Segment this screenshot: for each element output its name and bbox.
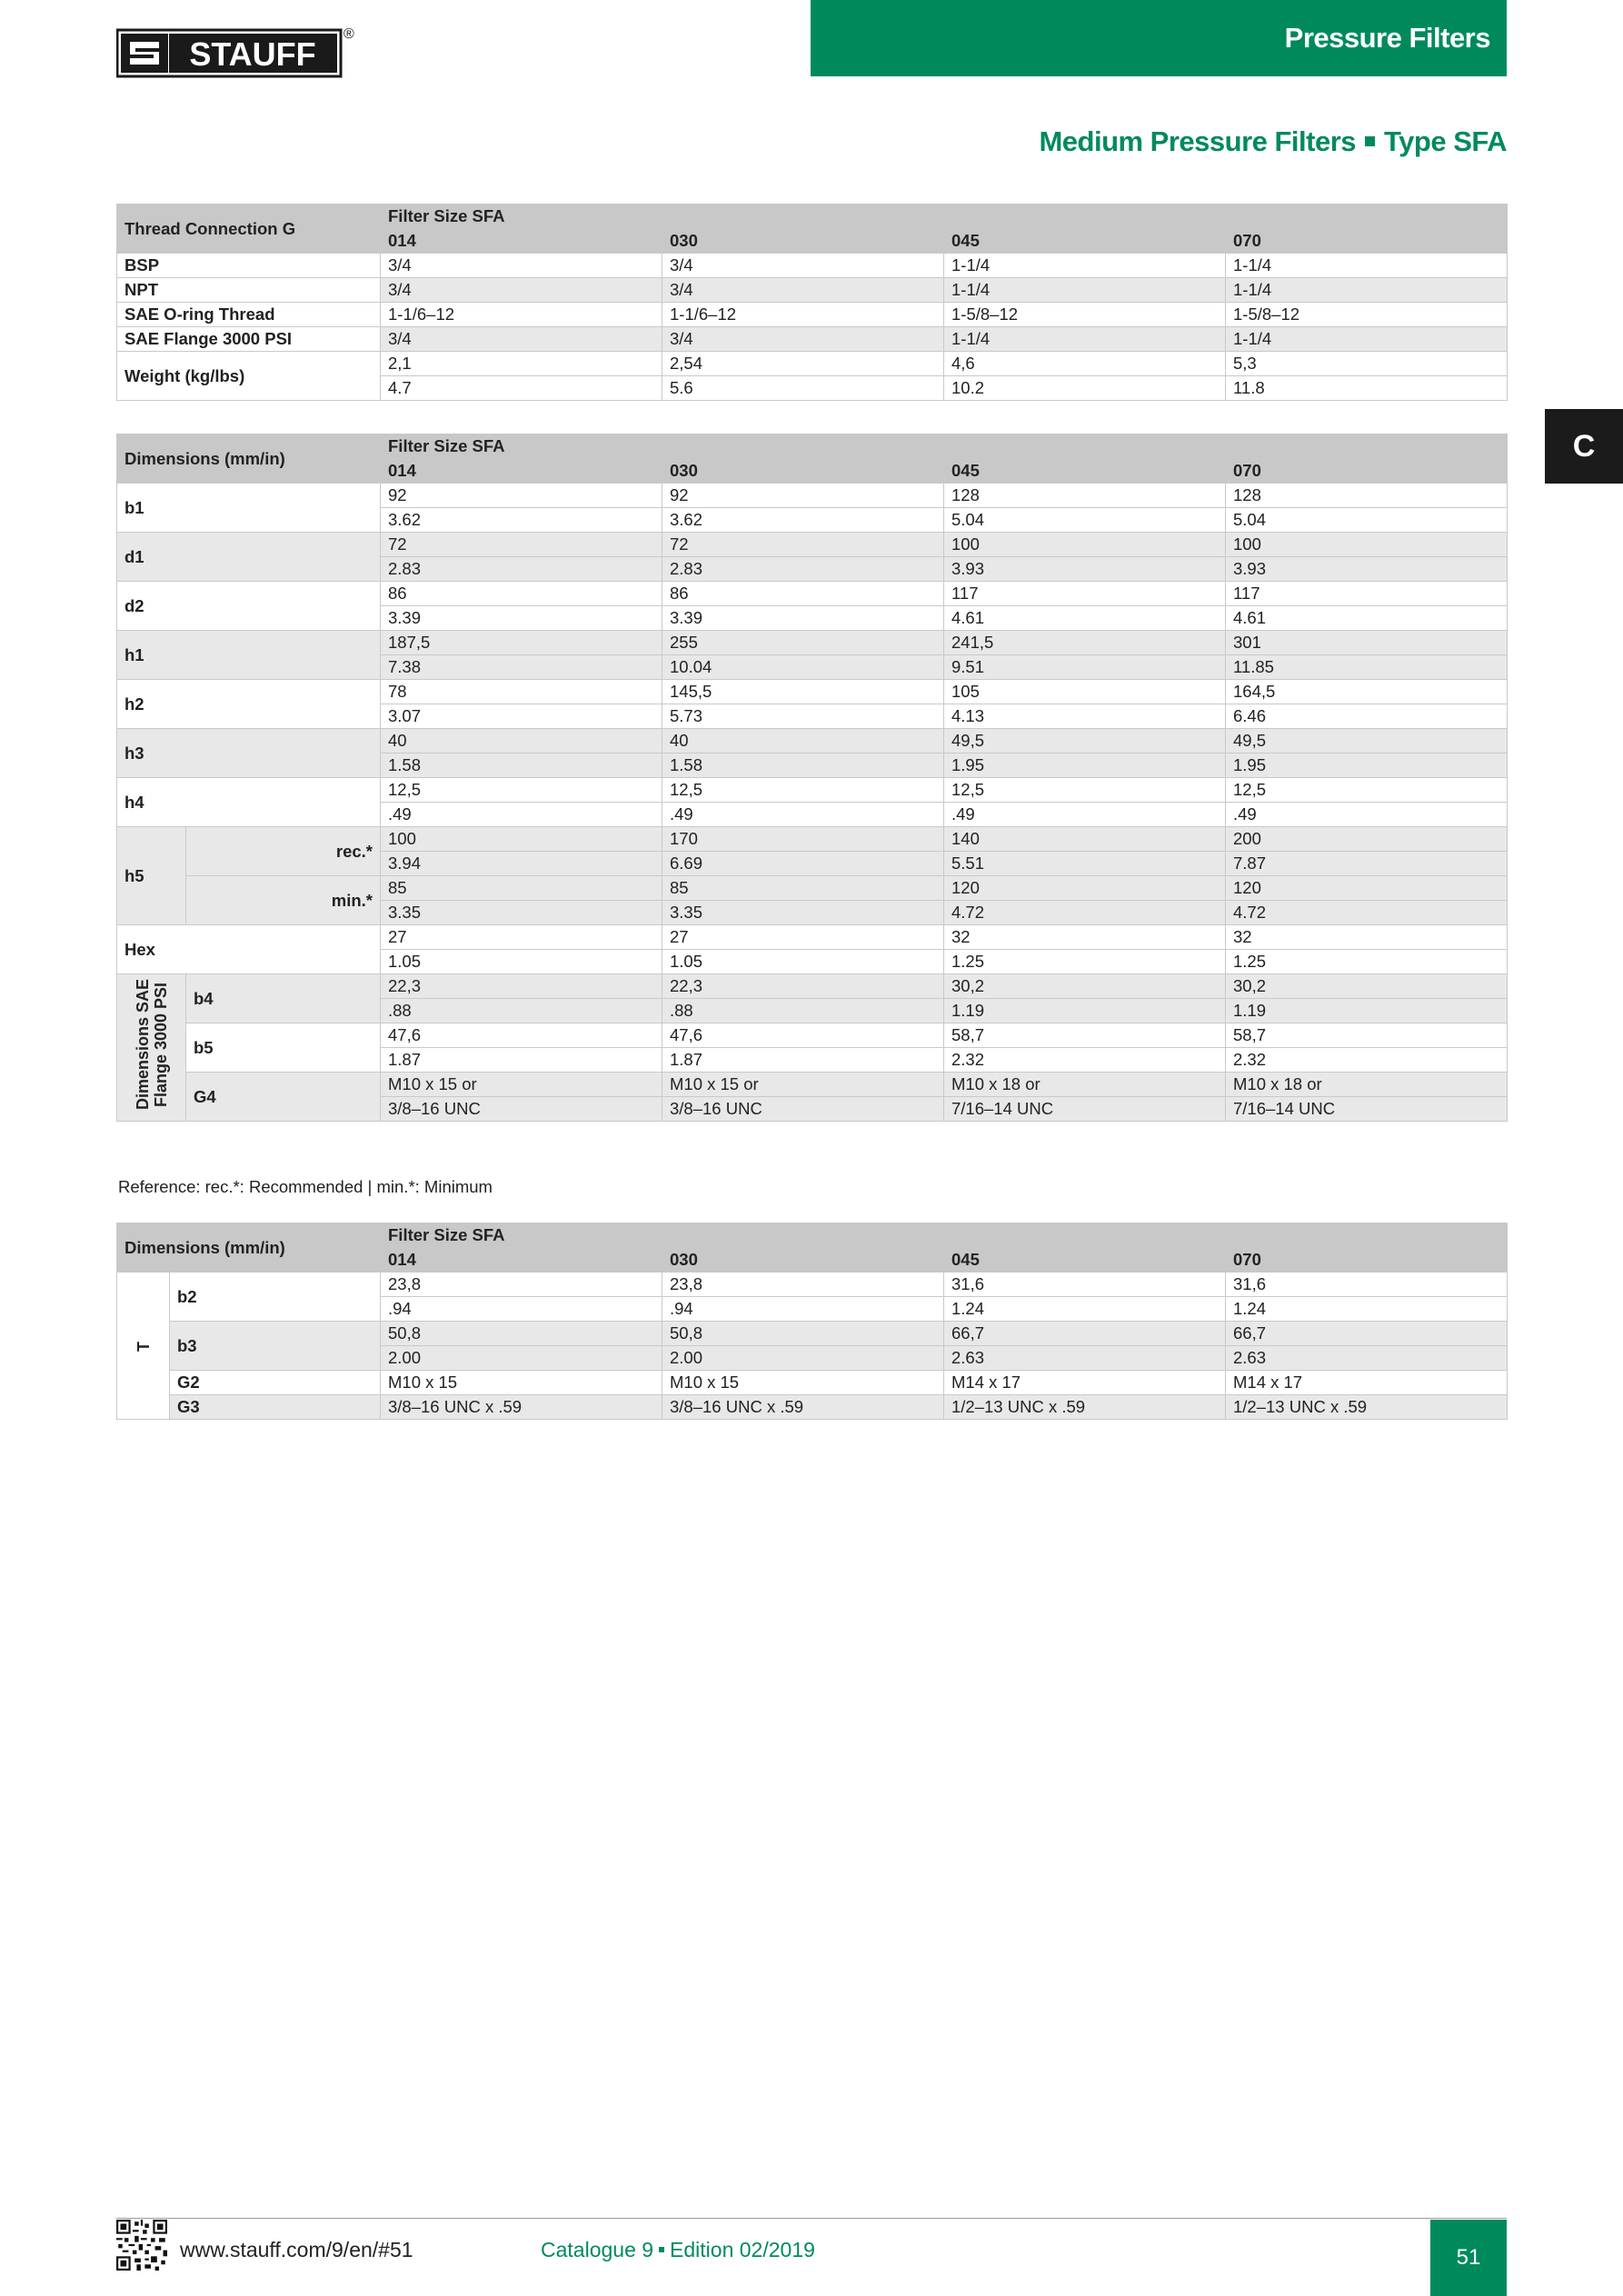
- table-cell: 86: [381, 582, 662, 606]
- table-cell: 5.6: [662, 376, 944, 401]
- table-cell: M10 x 18 or: [944, 1073, 1226, 1097]
- table-row: [117, 1073, 1508, 1097]
- table-cell: 1.87: [381, 1048, 662, 1073]
- table-cell: 7.87: [1226, 852, 1508, 876]
- table-row: [117, 278, 1508, 303]
- table-cell: 128: [944, 484, 1226, 508]
- table-cell: 3.94: [381, 852, 662, 876]
- table-cell: 128: [1226, 484, 1508, 508]
- table-cell: 4.72: [1226, 901, 1508, 925]
- table-cell: rec.*: [186, 827, 381, 876]
- table-cell: b2: [170, 1273, 381, 1322]
- table2-header: Dimensions (mm/in): [117, 434, 381, 484]
- table-cell: 100: [944, 533, 1226, 557]
- chapter-tab[interactable]: C: [1545, 409, 1623, 484]
- table-cell: 1.05: [381, 950, 662, 974]
- table-cell: 4.72: [944, 901, 1226, 925]
- table-row: [117, 1223, 1508, 1248]
- table-cell: 100: [1226, 533, 1508, 557]
- table-row: [117, 352, 1508, 376]
- table-row: [117, 434, 1508, 459]
- table-cell: 301: [1226, 631, 1508, 655]
- table-cell: 5.04: [944, 508, 1226, 533]
- table-cell: d1: [117, 533, 381, 582]
- table-cell: b1: [117, 484, 381, 533]
- table-cell: .88: [662, 999, 944, 1023]
- table-cell: 241,5: [944, 631, 1226, 655]
- table-cell: 7/16–14 UNC: [944, 1097, 1226, 1122]
- table-cell: M10 x 18 or: [1226, 1073, 1508, 1097]
- table-cell: min.*: [186, 876, 381, 925]
- table-cell: h4: [117, 778, 381, 827]
- table-cell: 12,5: [662, 778, 944, 803]
- table-cell: 7.38: [381, 655, 662, 680]
- table-cell: 3/8–16 UNC: [381, 1097, 662, 1122]
- table-cell: 47,6: [381, 1023, 662, 1048]
- table-cell: 3.62: [662, 508, 944, 533]
- section-header: [811, 0, 1507, 76]
- table-cell: 140: [944, 827, 1226, 852]
- table-cell: 49,5: [944, 729, 1226, 754]
- table-row: [117, 1273, 1508, 1297]
- table-cell: 070: [1226, 229, 1508, 254]
- table-cell: Filter Size SFA: [381, 434, 1508, 459]
- table-cell: SAE Flange 3000 PSI: [117, 327, 381, 352]
- table-cell: 2.00: [381, 1346, 662, 1371]
- table-cell: 255: [662, 631, 944, 655]
- table-cell: Hex: [117, 925, 381, 974]
- table-cell: .88: [381, 999, 662, 1023]
- table-cell: 4.7: [381, 376, 662, 401]
- table-cell: 1-1/6–12: [381, 303, 662, 327]
- table-row: [117, 1395, 1508, 1420]
- table-cell: 3.35: [381, 901, 662, 925]
- table-cell: 31,6: [944, 1273, 1226, 1297]
- table-cell: b3: [170, 1322, 381, 1371]
- section-title: Pressure Filters: [1284, 22, 1490, 54]
- table-cell: b5: [186, 1023, 381, 1073]
- table-cell: 3/4: [381, 278, 662, 303]
- table-cell: 92: [381, 484, 662, 508]
- table-cell: 32: [944, 925, 1226, 950]
- qr-code-icon[interactable]: [116, 2220, 167, 2271]
- table-row: [117, 327, 1508, 352]
- table-cell: M10 x 15: [381, 1371, 662, 1395]
- table-cell: 23,8: [662, 1273, 944, 1297]
- table-cell: 3.62: [381, 508, 662, 533]
- separator-square-icon: [1365, 136, 1375, 146]
- table-cell: .49: [1226, 803, 1508, 827]
- table-cell: 1.24: [944, 1297, 1226, 1322]
- table-cell: 30,2: [1226, 974, 1508, 999]
- table-cell: 2,1: [381, 352, 662, 376]
- table-cell: 100: [381, 827, 662, 852]
- table-cell: 7/16–14 UNC: [1226, 1097, 1508, 1122]
- thread-connection-table: [116, 204, 1508, 401]
- table-cell: 3.93: [1226, 557, 1508, 582]
- table-cell: .49: [662, 803, 944, 827]
- table-row: [117, 205, 1508, 229]
- table-cell: .94: [381, 1297, 662, 1322]
- table-cell: 6.69: [662, 852, 944, 876]
- table-cell: 31,6: [1226, 1273, 1508, 1297]
- table-cell: 200: [1226, 827, 1508, 852]
- table-cell: 1-5/8–12: [944, 303, 1226, 327]
- table-cell: 4.61: [944, 606, 1226, 631]
- table-cell: 105: [944, 680, 1226, 704]
- dimensions-table: [116, 434, 1508, 1122]
- table-cell: 27: [662, 925, 944, 950]
- table-cell: 3/4: [662, 254, 944, 278]
- reference-note: Reference: rec.*: Recommended | min.*: Minimum: [118, 1177, 493, 1196]
- table-cell: G3: [170, 1395, 381, 1420]
- table-cell: 2.32: [944, 1048, 1226, 1073]
- table-cell: 3/4: [381, 254, 662, 278]
- table-cell: 3.39: [381, 606, 662, 631]
- table-cell: 1.58: [662, 754, 944, 778]
- table-cell: 1-1/6–12: [662, 303, 944, 327]
- table-cell: 3.93: [944, 557, 1226, 582]
- table-cell: 66,7: [944, 1322, 1226, 1346]
- table-cell: G2: [170, 1371, 381, 1395]
- table-cell: 164,5: [1226, 680, 1508, 704]
- table-cell: 1.95: [1226, 754, 1508, 778]
- table-cell: SAE O-ring Thread: [117, 303, 381, 327]
- table-cell: .94: [662, 1297, 944, 1322]
- table-cell: Filter Size SFA: [381, 1223, 1508, 1248]
- table-cell: 1-1/4: [1226, 278, 1508, 303]
- table-cell: 120: [1226, 876, 1508, 901]
- table-cell: 78: [381, 680, 662, 704]
- table-row: [117, 254, 1508, 278]
- table-cell: 40: [662, 729, 944, 754]
- table-cell: 1-1/4: [944, 254, 1226, 278]
- table-cell: 47,6: [662, 1023, 944, 1048]
- table-cell: 014: [381, 1248, 662, 1273]
- page-number: 51: [1430, 2220, 1507, 2296]
- table-cell: 1.25: [1226, 950, 1508, 974]
- table-cell: 4.61: [1226, 606, 1508, 631]
- table-cell: 5.51: [944, 852, 1226, 876]
- table-cell: 5.73: [662, 704, 944, 729]
- table-cell: 5,3: [1226, 352, 1508, 376]
- table-cell: h3: [117, 729, 381, 778]
- table-cell: 2.83: [662, 557, 944, 582]
- table1-header: Thread Connection G: [117, 205, 381, 254]
- table-cell: NPT: [117, 278, 381, 303]
- table-cell: 72: [381, 533, 662, 557]
- t-group-label: T: [117, 1273, 170, 1420]
- table-cell: 1.19: [1226, 999, 1508, 1023]
- table-cell: 030: [662, 229, 944, 254]
- table-cell: 1.95: [944, 754, 1226, 778]
- table-cell: 30,2: [944, 974, 1226, 999]
- table-cell: 120: [944, 876, 1226, 901]
- table-cell: M10 x 15 or: [662, 1073, 944, 1097]
- table-row: [117, 1023, 1508, 1048]
- table-cell: 6.46: [1226, 704, 1508, 729]
- table-cell: M10 x 15 or: [381, 1073, 662, 1097]
- table-cell: 27: [381, 925, 662, 950]
- table-row: [117, 827, 1508, 852]
- table-cell: M10 x 15: [662, 1371, 944, 1395]
- table-cell: 3/8–16 UNC x .59: [662, 1395, 944, 1420]
- table-cell: 22,3: [662, 974, 944, 999]
- table-cell: 045: [944, 1248, 1226, 1273]
- table-cell: 66,7: [1226, 1322, 1508, 1346]
- filter-size-label: Filter Size SFA: [381, 205, 1508, 229]
- sae-flange-group-label: Dimensions SAE Flange 3000 PSI: [117, 974, 186, 1122]
- table-cell: 045: [944, 459, 1226, 484]
- table-cell: 2.63: [944, 1346, 1226, 1371]
- table-cell: b4: [186, 974, 381, 1023]
- table-cell: 070: [1226, 459, 1508, 484]
- table-cell: 92: [662, 484, 944, 508]
- table-cell: 3.39: [662, 606, 944, 631]
- table-cell: 12,5: [381, 778, 662, 803]
- table-cell: 2.32: [1226, 1048, 1508, 1073]
- table-cell: 3.07: [381, 704, 662, 729]
- table-cell: h2: [117, 680, 381, 729]
- table-row: [117, 631, 1508, 655]
- table-cell: 10.04: [662, 655, 944, 680]
- table-cell: .49: [381, 803, 662, 827]
- table-cell: 11.8: [1226, 376, 1508, 401]
- table-cell: 11.85: [1226, 655, 1508, 680]
- table-row: [117, 303, 1508, 327]
- table-cell: 1.24: [1226, 1297, 1508, 1322]
- table-cell: 3/4: [662, 327, 944, 352]
- table-cell: h5: [117, 827, 186, 925]
- table-cell: 9.51: [944, 655, 1226, 680]
- svg-text:®: ®: [344, 26, 354, 42]
- table-cell: 1.05: [662, 950, 944, 974]
- table-cell: 030: [662, 1248, 944, 1273]
- table-row: [117, 582, 1508, 606]
- table-row: [117, 533, 1508, 557]
- table-cell: 85: [662, 876, 944, 901]
- table-cell: BSP: [117, 254, 381, 278]
- footer-divider: [116, 2218, 1507, 2219]
- table-row: [117, 974, 1508, 999]
- table-row: [117, 1322, 1508, 1346]
- table-row: [117, 680, 1508, 704]
- page-title: Medium Pressure Filters Type SFA: [1039, 125, 1507, 157]
- brand-name: STAUFF: [189, 35, 316, 73]
- dimensions-t-table: [116, 1223, 1508, 1420]
- table-cell: 3.35: [662, 901, 944, 925]
- table-cell: 117: [1226, 582, 1508, 606]
- footer-catalogue: Catalogue 9 Edition 02/2019: [541, 2238, 815, 2261]
- footer-url-link[interactable]: www.stauff.com/9/en/#51: [180, 2238, 413, 2261]
- table-row: [117, 876, 1508, 901]
- table-cell: 12,5: [1226, 778, 1508, 803]
- table-cell: .49: [944, 803, 1226, 827]
- table-cell: M14 x 17: [1226, 1371, 1508, 1395]
- table-cell: 50,8: [381, 1322, 662, 1346]
- table-cell: 1.19: [944, 999, 1226, 1023]
- table-cell: 1/2–13 UNC x .59: [944, 1395, 1226, 1420]
- table-cell: 2,54: [662, 352, 944, 376]
- table-cell: 58,7: [1226, 1023, 1508, 1048]
- table-cell: 2.00: [662, 1346, 944, 1371]
- table-cell: 1/2–13 UNC x .59: [1226, 1395, 1508, 1420]
- table-cell: 2.63: [1226, 1346, 1508, 1371]
- table-cell: 045: [944, 229, 1226, 254]
- stauff-logo: [116, 25, 360, 78]
- table-cell: 145,5: [662, 680, 944, 704]
- table-cell: 014: [381, 459, 662, 484]
- table-cell: h1: [117, 631, 381, 680]
- table-cell: 030: [662, 459, 944, 484]
- table-cell: 1.58: [381, 754, 662, 778]
- table-row: [117, 925, 1508, 950]
- table-cell: 1.87: [662, 1048, 944, 1073]
- table-cell: 10.2: [944, 376, 1226, 401]
- table-cell: 40: [381, 729, 662, 754]
- table-cell: 1-1/4: [1226, 327, 1508, 352]
- table-cell: 1-1/4: [944, 327, 1226, 352]
- table-cell: 2.83: [381, 557, 662, 582]
- table-cell: 4,6: [944, 352, 1226, 376]
- table-cell: 1-5/8–12: [1226, 303, 1508, 327]
- table-cell: 12,5: [944, 778, 1226, 803]
- table-cell: 1-1/4: [1226, 254, 1508, 278]
- table-cell: 22,3: [381, 974, 662, 999]
- table-cell: 3/8–16 UNC: [662, 1097, 944, 1122]
- table-cell: 32: [1226, 925, 1508, 950]
- table-cell: 3/4: [381, 327, 662, 352]
- table-row: [117, 729, 1508, 754]
- separator-dot-icon: [659, 2247, 664, 2252]
- table-cell: 1-1/4: [944, 278, 1226, 303]
- table-cell: M14 x 17: [944, 1371, 1226, 1395]
- table-cell: 117: [944, 582, 1226, 606]
- table-row: [117, 778, 1508, 803]
- table-cell: 4.13: [944, 704, 1226, 729]
- table-cell: 23,8: [381, 1273, 662, 1297]
- table-cell: 49,5: [1226, 729, 1508, 754]
- table-cell: 50,8: [662, 1322, 944, 1346]
- table-cell: 58,7: [944, 1023, 1226, 1048]
- table3-header: Dimensions (mm/in): [117, 1223, 381, 1273]
- table-cell: 187,5: [381, 631, 662, 655]
- table-cell: 5.04: [1226, 508, 1508, 533]
- table-cell: 3/8–16 UNC x .59: [381, 1395, 662, 1420]
- table-cell: 070: [1226, 1248, 1508, 1273]
- table-cell: 1.25: [944, 950, 1226, 974]
- table-cell: Weight (kg/lbs): [117, 352, 381, 401]
- table-cell: G4: [186, 1073, 381, 1122]
- table-row: [117, 1371, 1508, 1395]
- table-cell: 72: [662, 533, 944, 557]
- table-cell: 170: [662, 827, 944, 852]
- table-cell: 3/4: [662, 278, 944, 303]
- table-cell: d2: [117, 582, 381, 631]
- table-cell: 86: [662, 582, 944, 606]
- table-row: [117, 484, 1508, 508]
- table-cell: 85: [381, 876, 662, 901]
- table-cell: 014: [381, 229, 662, 254]
